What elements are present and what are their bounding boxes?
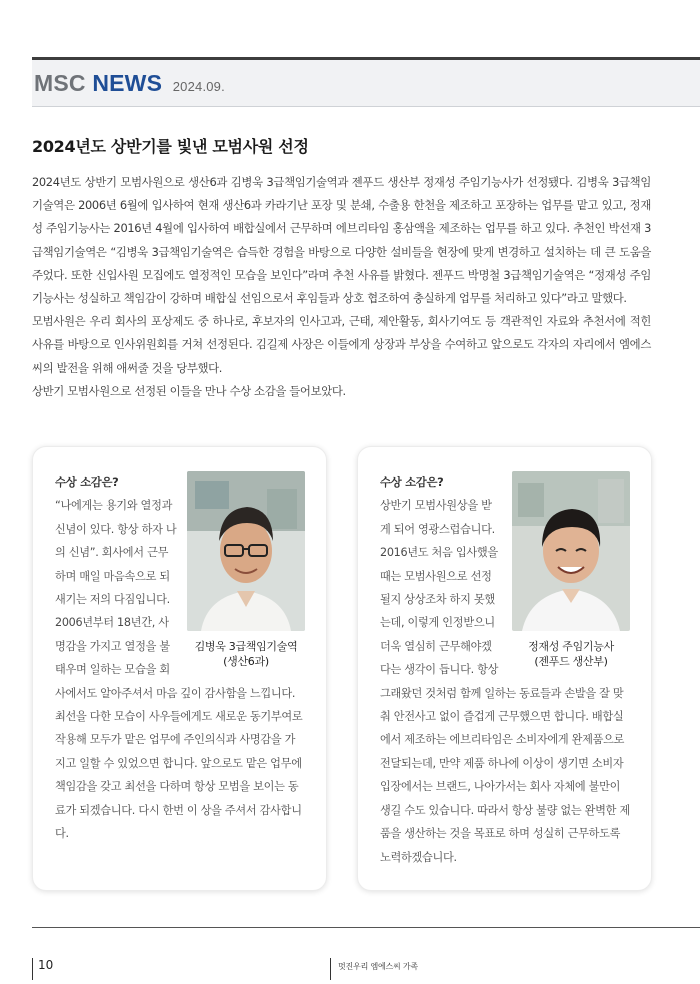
page-number-bar	[32, 958, 33, 980]
publication-name: 멋진우리 엠에스씨 가족	[338, 962, 418, 971]
brand-msc: MSC	[34, 70, 86, 96]
page-number: 10	[38, 958, 54, 972]
card-heading: 수상 소감은?	[55, 475, 119, 489]
card-content	[55, 471, 305, 846]
paragraph: 2024년도 상반기 모범사원으로 생산6과 김병욱 3급책임기술역과 젠푸드 생산부 정재성 주임기능사가 선정됐다. 김병욱 3급책임기술역은 2006년 6월에 입사하여 현재 생산6과 카라기난 포장 및 분쇄, 수출용 한천을 제조하고 포장하는 업무를 맡고 있고, 정재성 주임기능사는 2016년 4월에 입사하여 배합실에서 근무하며 에브리타임 홍삼액을 제조하는 업무를 하고 있다. 추천인 박선재 3급책임기술역은 “김병욱 3급책임기술역은 습득한 경험을 바탕으로 다양한 설비들을 현장에 맞게 변경하고 설치하는 데 큰 도움을 주었다. 또한 신입사원 모집에도 열정적인 모습을 보인다”라며 추천 사유를 밝혔다. 젠푸드 박명철 3급책임기술역은 “정재성 주임기능사는 성실하고 책임감이 강하며 배합실 선임으로서 후임들과 상호 협조하여 충실하게 업무를 처리하고 있다”라고 말했다.	[32, 175, 651, 306]
publication-bar	[330, 958, 331, 980]
paragraph: 상반기 모범사원으로 선정된 이들을 만나 수상 소감을 들어보았다.	[32, 383, 346, 398]
caption-dept: (젠푸드 생산부)	[534, 655, 608, 668]
card-content	[380, 471, 630, 869]
interview-card-jeong	[357, 446, 652, 891]
caption-name: 정재성 주임기능사	[528, 640, 614, 653]
caption-dept: (생산6과)	[223, 655, 269, 668]
article-body	[32, 171, 651, 403]
photo-caption	[512, 639, 630, 669]
portrait-image	[187, 471, 305, 631]
interview-card-kim	[32, 446, 327, 891]
profile-photo-jeong	[512, 471, 630, 669]
profile-photo-kim	[187, 471, 305, 669]
photo-caption	[187, 639, 305, 669]
card-heading: 수상 소감은?	[380, 475, 444, 489]
section-header	[34, 70, 225, 97]
card-text: “나에게는 용기와 열정과 신념이 있다. 항상 하자 나의 신념”. 회사에서 근무하며 매일 마음속으로 되새기는 저의 다짐입니다. 2006년부터 18년간, 사명감을 가지고 열정을 불태우며 일하는 모습을 회사에서도 알아주셔서 마음 깊이 감사함을 느낍니다. 최선을 다한 모습이 사우들에게도 새로운 동기부여로 작용해 모두가 맡은 업무에 주인의식과 사명감을 가지고 일할 수 있었으면 합니다. 앞으로도 맡은 업무에 책임감을 갖고 최선을 다하며 항상 모범을 보이는 동료가 되겠습니다. 다시 한번 이 상을 주셔서 감사합니다.	[55, 499, 303, 841]
card-text: 상반기 모범사원상을 받게 되어 영광스럽습니다. 2016년도 처음 입사했을 때는 모범사원으로 선정될지 상상조차 하지 못했는데, 이렇게 인정받으니 더욱 열심히 근무해야겠다는 생각이 듭니다. 항상 그래왔던 것처럼 함께 일하는 동료들과 손발을 잘 맞춰 안전사고 없이 즐겁게 근무했으면 합니다. 배합실에서 제조하는 에브리타임은 소비자에게 완제품으로 전달되는데, 만약 제품 하나에 이상이 생기면 소비자 입장에서는 브랜드, 나아가서는 회사 자체에 불만이 생길 수도 있습니다. 따라서 항상 불량 없는 완벽한 제품을 생산하는 것을 목표로 하며 성실히 근무하도록 노력하겠습니다.	[380, 499, 630, 864]
header-divider	[32, 106, 700, 107]
portrait-illustration	[512, 471, 630, 631]
caption-name: 김병욱 3급책임기술역	[194, 640, 298, 653]
footer-rule	[32, 927, 700, 928]
paragraph: 모범사원은 우리 회사의 포상제도 중 하나로, 후보자의 인사고과, 근태, 제안활동, 회사기여도 등 객관적인 자료와 추천서에 적힌 사유를 바탕으로 인사위원회를 거쳐 선정된다. 김길제 사장은 이들에게 상장과 부상을 수여하고 앞으로도 각자의 자리에서 엠에스씨의 발전을 위해 애써줄 것을 당부했다.	[32, 314, 651, 375]
issue-date: 2024.09.	[172, 79, 225, 94]
brand-news: NEWS	[92, 70, 163, 96]
portrait-illustration	[187, 471, 305, 631]
portrait-image	[512, 471, 630, 631]
article-title: 2024년도 상반기를 빛낸 모범사원 선정	[32, 137, 309, 156]
